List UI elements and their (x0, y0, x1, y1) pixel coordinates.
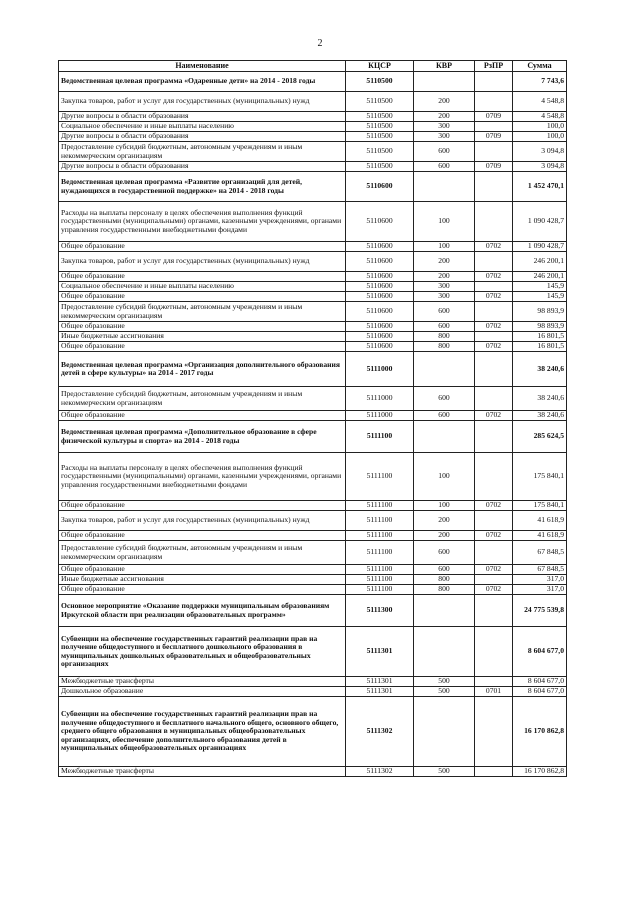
table-row (59, 387, 567, 411)
cell-rzpr: 0702 (475, 411, 513, 421)
cell-rzpr (475, 541, 513, 565)
cell-kcsr: 5110500 (346, 72, 414, 92)
table-row (59, 342, 567, 352)
cell-rzpr (475, 767, 513, 777)
budget-table (58, 60, 567, 777)
cell-rzpr (475, 252, 513, 272)
cell-name: Ведомственная целевая программа «Дополнительное образование в сфере физической культуры и спорта» на 2014 - 2018 годы (59, 421, 346, 453)
cell-sum: 1 090 428,7 (513, 242, 567, 252)
cell-sum: 1 452 470,1 (513, 172, 567, 202)
cell-kcsr: 5111000 (346, 387, 414, 411)
table-row (59, 767, 567, 777)
cell-rzpr: 0702 (475, 501, 513, 511)
cell-rzpr (475, 352, 513, 387)
cell-sum: 16 801,5 (513, 342, 567, 352)
cell-kvr: 600 (414, 162, 475, 172)
cell-kvr: 600 (414, 322, 475, 332)
cell-rzpr (475, 453, 513, 501)
cell-kvr: 500 (414, 767, 475, 777)
cell-sum: 41 618,9 (513, 511, 567, 531)
table-row (59, 421, 567, 453)
cell-kvr: 600 (414, 411, 475, 421)
cell-kvr: 100 (414, 202, 475, 242)
cell-kvr: 100 (414, 242, 475, 252)
cell-kvr: 500 (414, 687, 475, 697)
table-row (59, 252, 567, 272)
table-row (59, 411, 567, 421)
cell-name: Расходы на выплаты персоналу в целях обеспечения выполнения функций государственными (муниципальными) органами, казенными учреждениями, органами управления государственными внебюджетными фондами (59, 202, 346, 242)
cell-rzpr (475, 511, 513, 531)
cell-rzpr (475, 202, 513, 242)
table-row (59, 511, 567, 531)
cell-sum: 175 840,1 (513, 501, 567, 511)
cell-kvr: 800 (414, 585, 475, 595)
cell-kvr (414, 627, 475, 677)
cell-name: Общее образование (59, 501, 346, 511)
cell-name: Иные бюджетные ассигнования (59, 332, 346, 342)
cell-kcsr: 5111301 (346, 687, 414, 697)
cell-kvr: 600 (414, 387, 475, 411)
cell-rzpr: 0702 (475, 585, 513, 595)
cell-kcsr: 5111302 (346, 767, 414, 777)
cell-sum: 4 548,8 (513, 92, 567, 112)
cell-sum: 145,9 (513, 282, 567, 292)
cell-sum: 317,0 (513, 575, 567, 585)
cell-sum: 67 848,5 (513, 541, 567, 565)
cell-rzpr (475, 677, 513, 687)
table-row (59, 122, 567, 132)
cell-rzpr (475, 72, 513, 92)
table-row (59, 595, 567, 627)
cell-name: Предоставление субсидий бюджетным, автономным учреждениям и иным некоммерческим организациям (59, 302, 346, 322)
cell-sum: 7 743,6 (513, 72, 567, 92)
cell-kvr: 300 (414, 132, 475, 142)
cell-rzpr (475, 421, 513, 453)
table-row (59, 272, 567, 282)
cell-kcsr: 5111301 (346, 677, 414, 687)
cell-kcsr: 5111100 (346, 541, 414, 565)
cell-kcsr: 5110600 (346, 252, 414, 272)
cell-kvr: 300 (414, 282, 475, 292)
cell-rzpr (475, 697, 513, 767)
cell-kcsr: 5111100 (346, 511, 414, 531)
cell-name: Дошкольное образование (59, 687, 346, 697)
cell-name: Общее образование (59, 292, 346, 302)
cell-name: Закупка товаров, работ и услуг для государственных (муниципальных) нужд (59, 252, 346, 272)
cell-kvr (414, 421, 475, 453)
cell-sum: 98 893,9 (513, 322, 567, 332)
cell-rzpr (475, 302, 513, 322)
cell-rzpr: 0709 (475, 132, 513, 142)
cell-name: Общее образование (59, 342, 346, 352)
cell-name: Общее образование (59, 565, 346, 575)
table-row (59, 677, 567, 687)
cell-sum: 246 200,1 (513, 272, 567, 282)
col-header-rzpr: РзПР (475, 61, 513, 72)
cell-rzpr (475, 332, 513, 342)
cell-rzpr (475, 92, 513, 112)
cell-rzpr: 0702 (475, 565, 513, 575)
cell-sum: 145,9 (513, 292, 567, 302)
cell-sum: 100,0 (513, 122, 567, 132)
cell-sum: 67 848,5 (513, 565, 567, 575)
cell-kvr: 800 (414, 332, 475, 342)
cell-kvr (414, 595, 475, 627)
cell-kcsr: 5111100 (346, 421, 414, 453)
cell-kcsr: 5110500 (346, 162, 414, 172)
cell-name: Предоставление субсидий бюджетным, автономным учреждениям и иным некоммерческим организациям (59, 541, 346, 565)
cell-sum: 16 170 862,8 (513, 697, 567, 767)
col-header-kvr: КВР (414, 61, 475, 72)
table-row (59, 282, 567, 292)
cell-kvr: 200 (414, 272, 475, 282)
table-row (59, 453, 567, 501)
cell-kvr: 800 (414, 342, 475, 352)
cell-name: Другие вопросы в области образования (59, 162, 346, 172)
cell-rzpr: 0702 (475, 272, 513, 282)
cell-kcsr: 5110600 (346, 282, 414, 292)
cell-name: Общее образование (59, 272, 346, 282)
cell-kvr: 300 (414, 122, 475, 132)
cell-kvr: 300 (414, 292, 475, 302)
cell-name: Общее образование (59, 242, 346, 252)
cell-sum: 8 604 677,0 (513, 677, 567, 687)
page-number: 2 (317, 38, 323, 49)
cell-name: Межбюджетные трансферты (59, 767, 346, 777)
cell-kvr: 200 (414, 511, 475, 531)
cell-name: Общее образование (59, 531, 346, 541)
table-row (59, 531, 567, 541)
table-row (59, 292, 567, 302)
cell-sum: 317,0 (513, 585, 567, 595)
table-row (59, 352, 567, 387)
cell-sum: 3 094,8 (513, 162, 567, 172)
cell-kvr: 100 (414, 453, 475, 501)
cell-rzpr: 0702 (475, 242, 513, 252)
cell-sum: 285 624,5 (513, 421, 567, 453)
table-row (59, 142, 567, 162)
cell-sum: 38 240,6 (513, 411, 567, 421)
cell-sum: 8 604 677,0 (513, 627, 567, 677)
cell-rzpr: 0702 (475, 322, 513, 332)
cell-sum: 175 840,1 (513, 453, 567, 501)
cell-kcsr: 5110500 (346, 132, 414, 142)
cell-kvr: 200 (414, 531, 475, 541)
cell-sum: 41 618,9 (513, 531, 567, 541)
cell-kvr: 100 (414, 501, 475, 511)
col-header-kcsr: КЦСР (346, 61, 414, 72)
cell-rzpr: 0709 (475, 112, 513, 122)
cell-kcsr: 5111300 (346, 595, 414, 627)
cell-kvr (414, 72, 475, 92)
cell-sum: 24 775 539,8 (513, 595, 567, 627)
cell-sum: 8 604 677,0 (513, 687, 567, 697)
cell-kvr: 200 (414, 112, 475, 122)
cell-sum: 3 094,8 (513, 142, 567, 162)
cell-kvr: 600 (414, 541, 475, 565)
cell-sum: 38 240,6 (513, 352, 567, 387)
cell-sum: 4 548,8 (513, 112, 567, 122)
cell-kcsr: 5111000 (346, 352, 414, 387)
cell-kcsr: 5111301 (346, 627, 414, 677)
cell-rzpr: 0709 (475, 162, 513, 172)
cell-rzpr (475, 627, 513, 677)
cell-rzpr: 0702 (475, 342, 513, 352)
cell-kvr: 800 (414, 575, 475, 585)
table-header-row (59, 61, 567, 72)
cell-kcsr: 5111302 (346, 697, 414, 767)
cell-sum: 1 090 428,7 (513, 202, 567, 242)
table-row (59, 585, 567, 595)
cell-name: Общее образование (59, 322, 346, 332)
col-header-sum: Сумма (513, 61, 567, 72)
cell-kvr: 600 (414, 302, 475, 322)
cell-name: Социальное обеспечение и иные выплаты населению (59, 122, 346, 132)
cell-name: Ведомственная целевая программа «Развитие организаций для детей, нуждающихся в государственной поддержке» на 2014 - 2018 годы (59, 172, 346, 202)
table-row (59, 242, 567, 252)
cell-name: Предоставление субсидий бюджетным, автономным учреждениям и иным некоммерческим организациям (59, 142, 346, 162)
cell-kvr: 600 (414, 565, 475, 575)
cell-kcsr: 5110600 (346, 202, 414, 242)
cell-name: Субвенции на обеспечение государственных гарантий реализации прав на получение общедоступного и бесплатного начального общего, основного общего, среднего общего образования в муниципальных общеобразовательных организациях, обеспечение дополнительного образования детей в муниципальных общеобразовательных организациях (59, 697, 346, 767)
cell-rzpr: 0702 (475, 292, 513, 302)
cell-kcsr: 5110600 (346, 322, 414, 332)
cell-kvr (414, 697, 475, 767)
table-body (59, 72, 567, 777)
cell-kcsr: 5110600 (346, 172, 414, 202)
cell-kcsr: 5110500 (346, 142, 414, 162)
table-row (59, 501, 567, 511)
cell-kcsr: 5111000 (346, 411, 414, 421)
cell-sum: 98 893,9 (513, 302, 567, 322)
cell-name: Предоставление субсидий бюджетным, автономным учреждениям и иным некоммерческим организациям (59, 387, 346, 411)
cell-name: Межбюджетные трансферты (59, 677, 346, 687)
cell-name: Закупка товаров, работ и услуг для государственных (муниципальных) нужд (59, 92, 346, 112)
cell-kvr: 600 (414, 142, 475, 162)
cell-sum: 16 170 862,8 (513, 767, 567, 777)
table-row (59, 565, 567, 575)
cell-name: Субвенции на обеспечение государственных гарантий реализации прав на получение общедоступного и бесплатного дошкольного образования в муниципальных дошкольных образовательных и общеобразовательных организациях (59, 627, 346, 677)
cell-kcsr: 5110600 (346, 272, 414, 282)
col-header-name: Наименование (59, 61, 346, 72)
cell-sum: 100,0 (513, 132, 567, 142)
cell-name: Другие вопросы в области образования (59, 132, 346, 142)
cell-name: Другие вопросы в области образования (59, 112, 346, 122)
table-row (59, 112, 567, 122)
cell-kcsr: 5111100 (346, 565, 414, 575)
cell-name: Иные бюджетные ассигнования (59, 575, 346, 585)
table-row (59, 697, 567, 767)
cell-kcsr: 5110500 (346, 92, 414, 112)
cell-rzpr: 0701 (475, 687, 513, 697)
cell-kcsr: 5111100 (346, 531, 414, 541)
table-row (59, 72, 567, 92)
cell-kcsr: 5110600 (346, 332, 414, 342)
table-row (59, 332, 567, 342)
cell-kcsr: 5110600 (346, 342, 414, 352)
cell-rzpr (475, 122, 513, 132)
table-row (59, 541, 567, 565)
cell-rzpr (475, 282, 513, 292)
cell-kcsr: 5111100 (346, 501, 414, 511)
cell-kvr (414, 352, 475, 387)
table-row (59, 302, 567, 322)
cell-kcsr: 5110600 (346, 292, 414, 302)
table-row (59, 92, 567, 112)
cell-kcsr: 5110500 (346, 122, 414, 132)
cell-rzpr (475, 172, 513, 202)
cell-rzpr (475, 575, 513, 585)
cell-kcsr: 5111100 (346, 575, 414, 585)
cell-name: Общее образование (59, 411, 346, 421)
cell-kcsr: 5110600 (346, 242, 414, 252)
cell-sum: 38 240,6 (513, 387, 567, 411)
cell-kvr (414, 172, 475, 202)
cell-name: Расходы на выплаты персоналу в целях обеспечения выполнения функций государственными (муниципальными) органами, казенными учреждениями, органами управления государственными внебюджетными фондами (59, 453, 346, 501)
cell-kcsr: 5110600 (346, 302, 414, 322)
cell-kvr: 200 (414, 92, 475, 112)
table-row (59, 575, 567, 585)
cell-kvr: 200 (414, 252, 475, 272)
cell-kcsr: 5111100 (346, 453, 414, 501)
cell-sum: 246 200,1 (513, 252, 567, 272)
cell-name: Закупка товаров, работ и услуг для государственных (муниципальных) нужд (59, 511, 346, 531)
table-row (59, 322, 567, 332)
table-row (59, 687, 567, 697)
table-row (59, 172, 567, 202)
cell-name: Социальное обеспечение и иные выплаты населению (59, 282, 346, 292)
cell-name: Основное мероприятие «Оказание поддержки муниципальным образованиям Иркутской области при реализации образовательных программ» (59, 595, 346, 627)
cell-rzpr (475, 142, 513, 162)
cell-rzpr (475, 595, 513, 627)
cell-kvr: 500 (414, 677, 475, 687)
table-row (59, 132, 567, 142)
cell-name: Ведомственная целевая программа «Организация дополнительного образования детей в сфере культуры» на 2014 - 2017 годы (59, 352, 346, 387)
cell-name: Общее образование (59, 585, 346, 595)
table-row (59, 627, 567, 677)
cell-rzpr (475, 387, 513, 411)
table-row (59, 162, 567, 172)
cell-sum: 16 801,5 (513, 332, 567, 342)
cell-name: Ведомственная целевая программа «Одаренные дети» на 2014 - 2018 годы (59, 72, 346, 92)
cell-rzpr: 0702 (475, 531, 513, 541)
cell-kcsr: 5110500 (346, 112, 414, 122)
cell-kcsr: 5111100 (346, 585, 414, 595)
table-row (59, 202, 567, 242)
